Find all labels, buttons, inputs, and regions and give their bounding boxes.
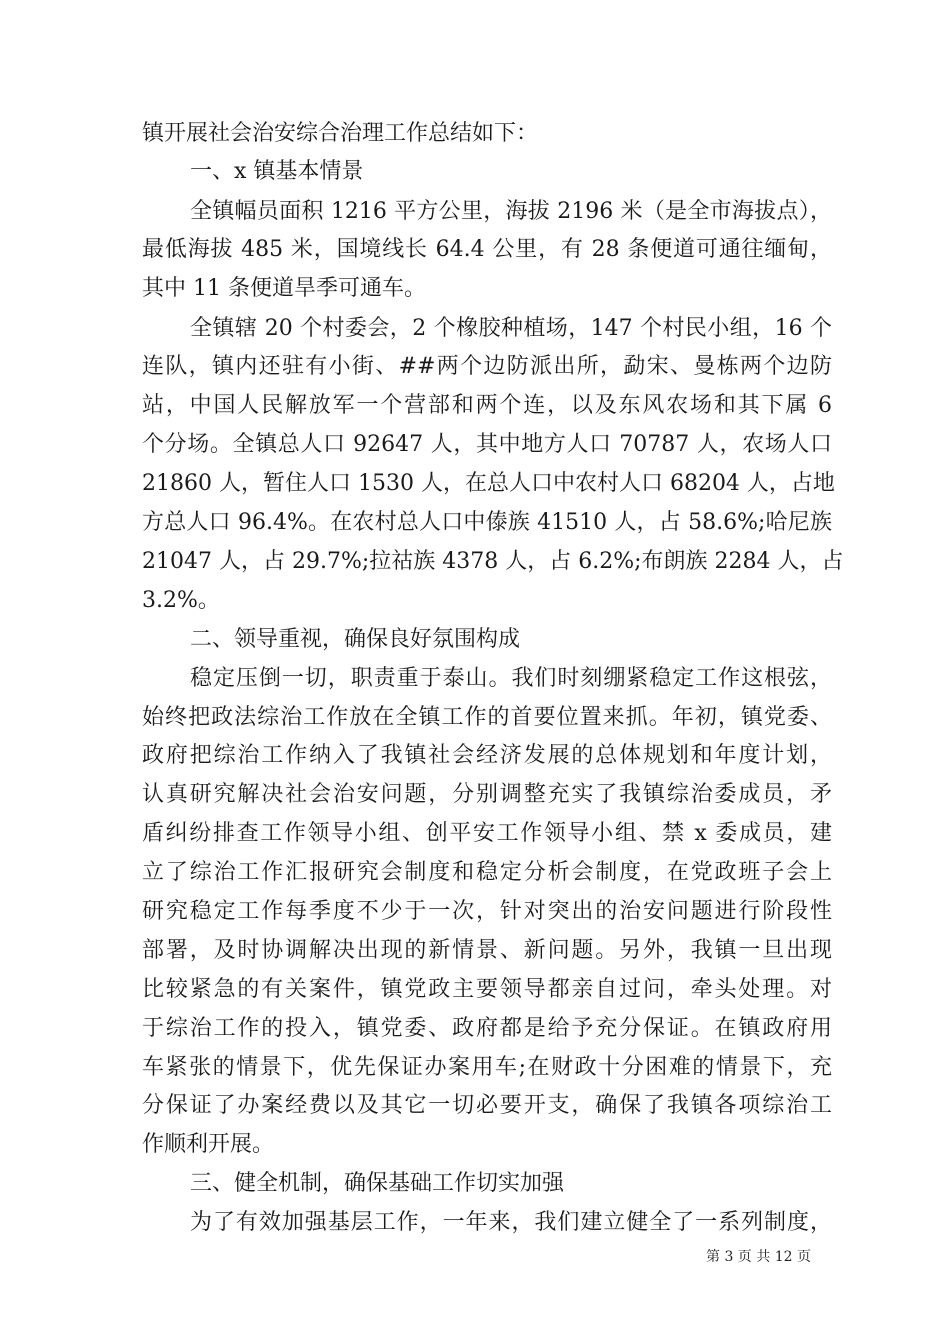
text-line: 站，中国人民解放军一个营部和两个连，以及东风农场和其下属 6: [142, 393, 832, 418]
text-line: 方总人口 96.4%。在农村总人口中傣族 41510 人，占 58.6%;哈尼族: [142, 510, 832, 535]
text-line: 最低海拔 485 米，国境线长 64.4 公里，有 28 条便道可通往缅甸，: [142, 237, 832, 262]
text-line: 立了综治工作汇报研究会制度和稳定分析会制度，在党政班子会上: [142, 860, 832, 885]
text-line: 认真研究解决社会治安问题，分别调整充实了我镇综治委成员，矛: [142, 782, 832, 807]
text-line: 政府把综治工作纳入了我镇社会经济发展的总体规划和年度计划，: [142, 743, 832, 768]
text-line: 为了有效加强基层工作，一年来，我们建立健全了一系列制度，: [190, 1210, 832, 1235]
section-heading: 一、x 镇基本情景: [190, 159, 364, 184]
text-line: 作顺利开展。: [142, 1132, 275, 1157]
text-line: 分保证了办案经费以及其它一切必要开支，确保了我镇各项综治工: [142, 1093, 832, 1118]
text-line: 21047 人，占 29.7%;拉祜族 4378 人，占 6.2%;布朗族 2284 人，占: [142, 549, 844, 574]
text-line: 个分场。全镇总人口 92647 人，其中地方人口 70787 人，农场人口: [142, 432, 832, 457]
section-heading: 三、健全机制，确保基础工作切实加强: [190, 1171, 565, 1196]
page-number: 第 3 页 共 12 页: [706, 1249, 811, 1265]
text-line: 比较紧急的有关案件，镇党政主要领导都亲自过问，牵头处理。对: [142, 977, 832, 1002]
text-line: 其中 11 条便道旱季可通车。: [142, 276, 426, 301]
text-line: 3.2%。: [142, 588, 220, 613]
text-line: 21860 人，暂住人口 1530 人，在总人口中农村人口 68204 人，占地: [142, 471, 835, 496]
section-heading: 二、领导重视，确保良好氛围构成: [190, 627, 521, 652]
text-line: 部署，及时协调解决出现的新情景、新问题。另外，我镇一旦出现: [142, 938, 832, 963]
text-line: 连队，镇内还驻有小街、##两个边防派出所，勐宋、曼栋两个边防: [142, 354, 832, 379]
text-line: 于综治工作的投入，镇党委、政府都是给予充分保证。在镇政府用: [142, 1016, 832, 1041]
text-line: 全镇幅员面积 1216 平方公里，海拔 2196 米（是全市海拔点），: [190, 199, 832, 224]
text-line: 镇开展社会治安综合治理工作总结如下：: [142, 121, 539, 146]
text-line: 研究稳定工作每季度不少于一次，针对突出的治安问题进行阶段性: [142, 899, 832, 924]
text-line: 全镇辖 20 个村委会，2 个橡胶种植场，147 个村民小组，16 个: [190, 316, 832, 341]
text-line: 车紧张的情景下，优先保证办案用车;在财政十分困难的情景下，充: [142, 1055, 832, 1080]
text-line: 稳定压倒一切，职责重于泰山。我们时刻绷紧稳定工作这根弦，: [190, 666, 832, 691]
text-line: 始终把政法综治工作放在全镇工作的首要位置来抓。年初，镇党委、: [142, 705, 832, 730]
text-line: 盾纠纷排查工作领导小组、创平安工作领导小组、禁 x 委成员，建: [142, 821, 832, 846]
